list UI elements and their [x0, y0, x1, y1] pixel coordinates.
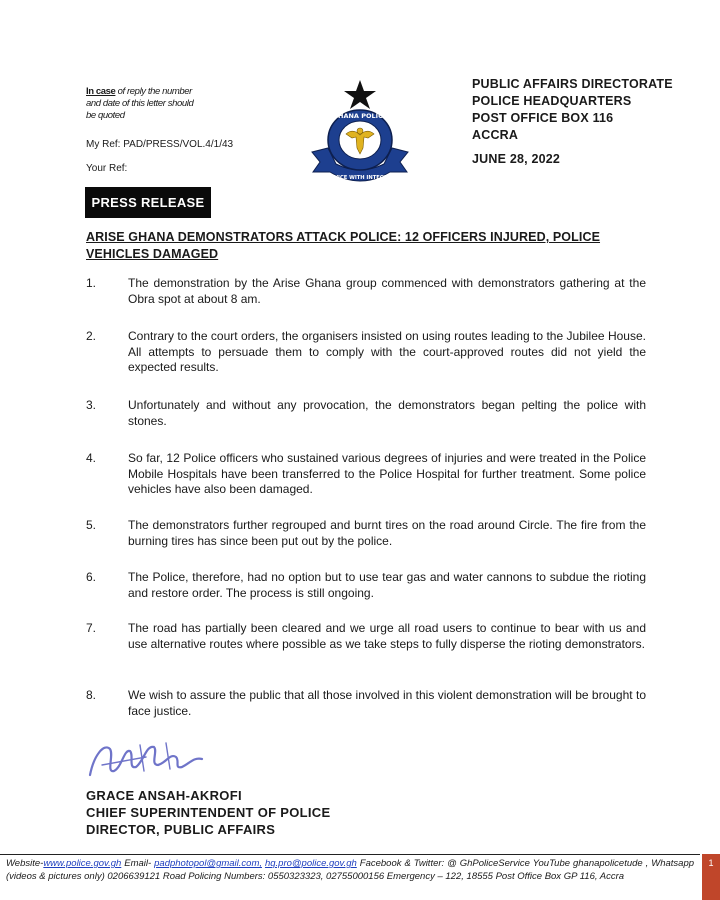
signatory-name: GRACE ANSAH-AKROFI [86, 788, 242, 803]
my-ref: My Ref: PAD/PRESS/VOL.4/1/43 [86, 139, 234, 150]
svg-text:SERVICE WITH INTEGRITY: SERVICE WITH INTEGRITY [322, 175, 398, 181]
address-line: ACCRA [472, 128, 519, 142]
footer-contacts [6, 858, 694, 883]
footer-email-link[interactable]: padphotopol@gmail.com, [154, 858, 262, 869]
footer-email-label: Email- [124, 858, 152, 869]
reply-note-text: of reply the number and date of this letter should be quoted [86, 86, 194, 121]
paragraph [86, 276, 646, 307]
footer-website-label: Website- [6, 858, 44, 869]
footer-contact-text: Facebook & Twitter: @ GhPoliceService YouTube ghanapolicetude , Whatsapp (videos & pictures only) 0206639121 Road Policing Numbers: 0550323323, 02755000156 Emergency – 122, 18555 Post Office Box GP 116, Accra [6, 858, 695, 882]
paragraph-text: The demonstration by the Arise Ghana group commenced with demonstrators gathering at the Obra spot at about 8 am. [128, 276, 646, 306]
paragraph-text: We wish to assure the public that all those involved in this violent demonstration will be brought to face justice. [128, 688, 646, 718]
headline: ARISE GHANA DEMONSTRATORS ATTACK POLICE: 12 OFFICERS INJURED, POLICE VEHICLES DAMAGED [86, 230, 601, 261]
paragraph [86, 518, 646, 549]
paragraph-text: Contrary to the court orders, the organisers insisted on using routes leading to the Jubilee House. All attempts to persuade them to comply with the court-approved routes did not yield the expected results. [128, 329, 646, 374]
paragraph-number: 8. [86, 688, 97, 702]
your-ref: Your Ref: [86, 163, 128, 174]
paragraph-text: The road has partially been cleared and we urge all road users to continue to bear with us and use alternative routes where possible as we take steps to fully disperse the rioting demonstrators. [128, 621, 646, 651]
signatory-rank: CHIEF SUPERINTENDENT OF POLICE [86, 805, 331, 820]
press-release-label: PRESS RELEASE [85, 187, 211, 218]
paragraph-number: 5. [86, 518, 97, 532]
paragraph-number: 3. [86, 398, 97, 412]
footer-website-link[interactable]: www.police.gov.gh [43, 858, 122, 869]
star-icon [344, 80, 376, 109]
ghana-police-crest-logo [308, 78, 412, 192]
paragraph [86, 621, 646, 652]
paragraph-number: 7. [86, 621, 97, 635]
reply-note [86, 86, 196, 122]
paragraph-text: The demonstrators further regrouped and burnt tires on the road around Circle. The fire from the burning tires has since been put out by the police. [128, 518, 646, 548]
signatory-block [86, 787, 330, 838]
address-line: POST OFFICE BOX 116 [472, 111, 614, 125]
address-block [472, 76, 712, 144]
handwritten-signature [84, 735, 214, 785]
release-date: JUNE 28, 2022 [472, 152, 561, 166]
paragraph [86, 398, 646, 429]
paragraph-text: So far, 12 Police officers who sustained various degrees of injuries and were treated in the Police Mobile Hospitals have been transferred to the Police Hospital for further treatment. Some police vehicles have also been damaged. [128, 451, 646, 496]
paragraph [86, 570, 646, 601]
footer-email-link[interactable]: hq.pro@police.gov.gh [264, 858, 357, 869]
reply-note-lead: In case [86, 86, 116, 97]
paragraph-text: The Police, therefore, had no option but to use tear gas and water cannons to subdue the rioting and restore order. The process is still ongoing. [128, 570, 646, 600]
paragraph-number: 2. [86, 329, 97, 343]
footer-divider [0, 854, 700, 855]
address-line: POLICE HEADQUARTERS [472, 94, 632, 108]
paragraph [86, 329, 646, 376]
paragraph-text: Unfortunately and without any provocation, the demonstrators began pelting the police with stones. [128, 398, 646, 428]
page-number: 1 [702, 854, 720, 900]
signatory-title: DIRECTOR, PUBLIC AFFAIRS [86, 822, 276, 837]
svg-text:GHANA POLICE: GHANA POLICE [332, 112, 388, 120]
paragraph-number: 6. [86, 570, 97, 584]
paragraph [86, 688, 646, 719]
paragraph-number: 1. [86, 276, 97, 290]
paragraph-number: 4. [86, 451, 97, 465]
address-line: PUBLIC AFFAIRS DIRECTORATE [472, 77, 673, 91]
paragraph [86, 451, 646, 498]
